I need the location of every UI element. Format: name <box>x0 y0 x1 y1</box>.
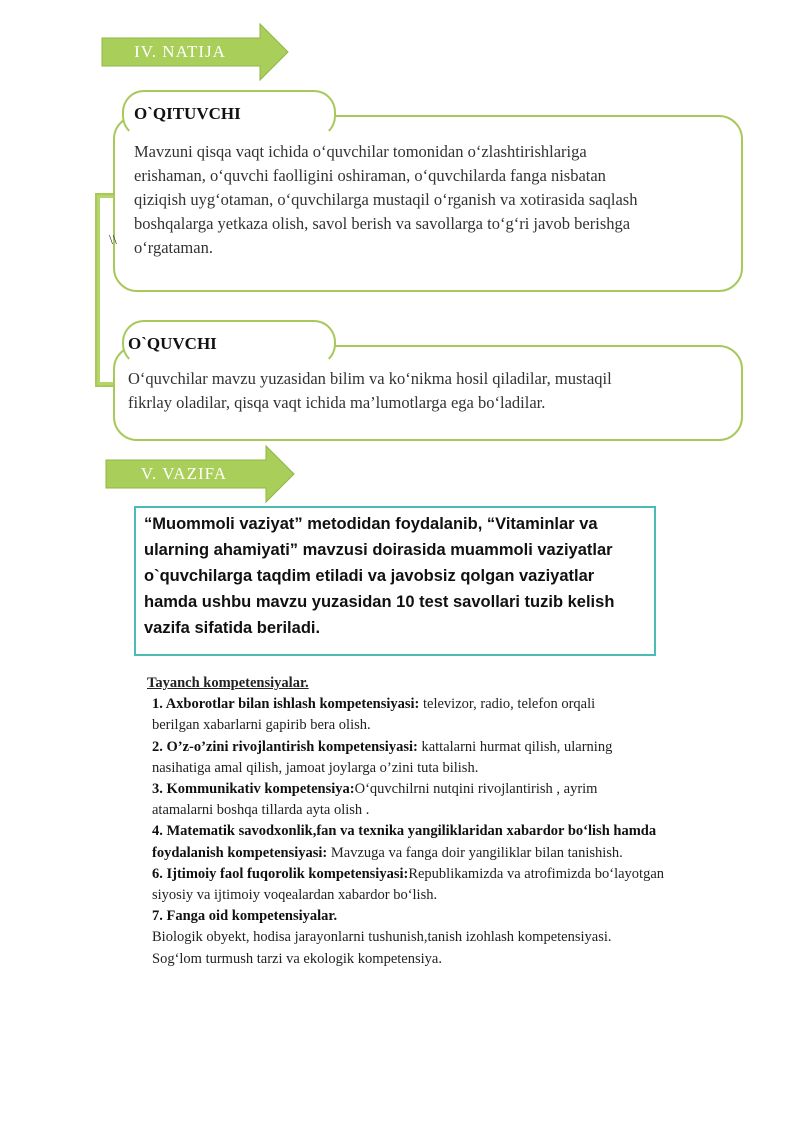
competency-title: 6. Ijtimoiy faol fuqorolik kompetensiyasi: <box>152 865 409 882</box>
competency-item <box>152 906 747 927</box>
section-natija-banner <box>100 22 290 82</box>
student-text <box>128 367 728 415</box>
teacher-line: o‘rgataman. <box>134 238 213 257</box>
student-line: fikrlay oladilar, qisqa vaqt ichida ma’lumotlarga ega bo‘ladilar. <box>128 393 546 412</box>
section-vazifa-banner <box>104 444 296 504</box>
competency-text: Mavzuga va fanga doir yangiliklar bilan tanishish. <box>327 844 623 861</box>
competency-text-cont <box>152 800 747 821</box>
competency-text-cont: Sog‘lom turmush tarzi va ekologik kompetensiya. <box>152 950 442 967</box>
competency-text-cont: Biologik obyekt, hodisa jarayonlarni tushunish,tanish izohlash kompetensiyasi. <box>152 929 612 946</box>
competency-text: O‘quvchilrni nutqini rivojlantirish , ayrim <box>354 781 598 798</box>
teacher-line: erishaman, o‘quvchi faolligini oshiraman, o‘quvchilarda fanga nisbatan <box>134 166 606 185</box>
competency-text-cont: nasihatiga amal qilish, jamoat joylarga o’zini tuta bilish. <box>152 759 479 776</box>
teacher-title: O`QITUVCHI <box>134 104 241 123</box>
section-natija-label: IV. NATIJA <box>134 42 226 61</box>
teacher-line: boshqalarga yetkaza olish, savol berish va savollarga to‘g‘ri javob berishga <box>134 214 631 233</box>
teacher-text <box>134 140 734 260</box>
competency-text-cont: siyosiy va ijtimoiy voqealardan xabardor bo‘lish. <box>152 887 438 904</box>
competency-item <box>152 864 747 885</box>
competency-item <box>152 737 747 758</box>
task-line: “Muommoli vaziyat” metodidan foydalanib, “Vitaminlar va <box>144 515 598 533</box>
competency-text: kattalarni hurmat qilish, ularning <box>417 738 613 755</box>
competency-text: televizor, radio, telefon orqali <box>419 696 596 713</box>
teacher-line: Mavzuni qisqa vaqt ichida o‘quvchilar tomonidan o‘zlashtirishlariga <box>134 142 587 161</box>
task-line: ularning ahamiyati” mavzusi doirasida muammoli vaziyatlar <box>144 541 613 559</box>
competency-title: 1. Axborotlar bilan ishlash kompetensiyasi: <box>152 696 420 713</box>
task-line: hamda ushbu mavzu yuzasidan 10 test savollari tuzib kelish <box>144 593 615 611</box>
student-title: O`QUVCHI <box>128 334 217 353</box>
task-line: o`quvchilarga taqdim etiladi va javobsiz qolgan vaziyatlar <box>144 567 595 585</box>
slash-mark: \\ <box>109 233 117 248</box>
teacher-line: qiziqish uyg‘otaman, o‘quvchilarga mustaqil o‘rganish va xotirasida saqlash <box>134 190 638 209</box>
competency-title-cont: foydalanish kompetensiyasi: <box>152 844 328 861</box>
competency-text-cont <box>152 843 747 864</box>
competency-title: 3. Kommunikativ kompetensiya: <box>152 781 355 798</box>
task-text <box>144 511 644 641</box>
competency-text-cont: berilgan xabarlarni gapirib bera olish. <box>152 717 371 734</box>
competency-text-cont-span: atamalarni boshqa tillarda ayta olish . <box>152 802 370 819</box>
competency-item <box>152 694 747 715</box>
competency-item <box>152 821 747 842</box>
competency-item <box>152 779 747 800</box>
section-vazifa-label: V. VAZIFA <box>140 464 228 483</box>
student-line: O‘quvchilar mavzu yuzasidan bilim va ko‘nikma hosil qiladilar, mustaqil <box>128 369 612 388</box>
competency-title: 4. Matematik savodxonlik,fan va texnika yangiliklaridan xabardor bo‘lish hamda <box>152 823 657 840</box>
task-line: vazifa sifatida beriladi. <box>144 619 321 637</box>
competency-title: 2. O’z-o’zini rivojlantirish kompetensiyasi: <box>152 738 418 755</box>
competencies-section <box>147 673 747 970</box>
competencies-heading: Tayanch kompetensiyalar. <box>147 675 309 691</box>
competency-text: Republikamizda va atrofimizda bo‘layotgan <box>408 865 665 882</box>
competency-title: 7. Fanga oid kompetensiyalar. <box>152 908 338 925</box>
